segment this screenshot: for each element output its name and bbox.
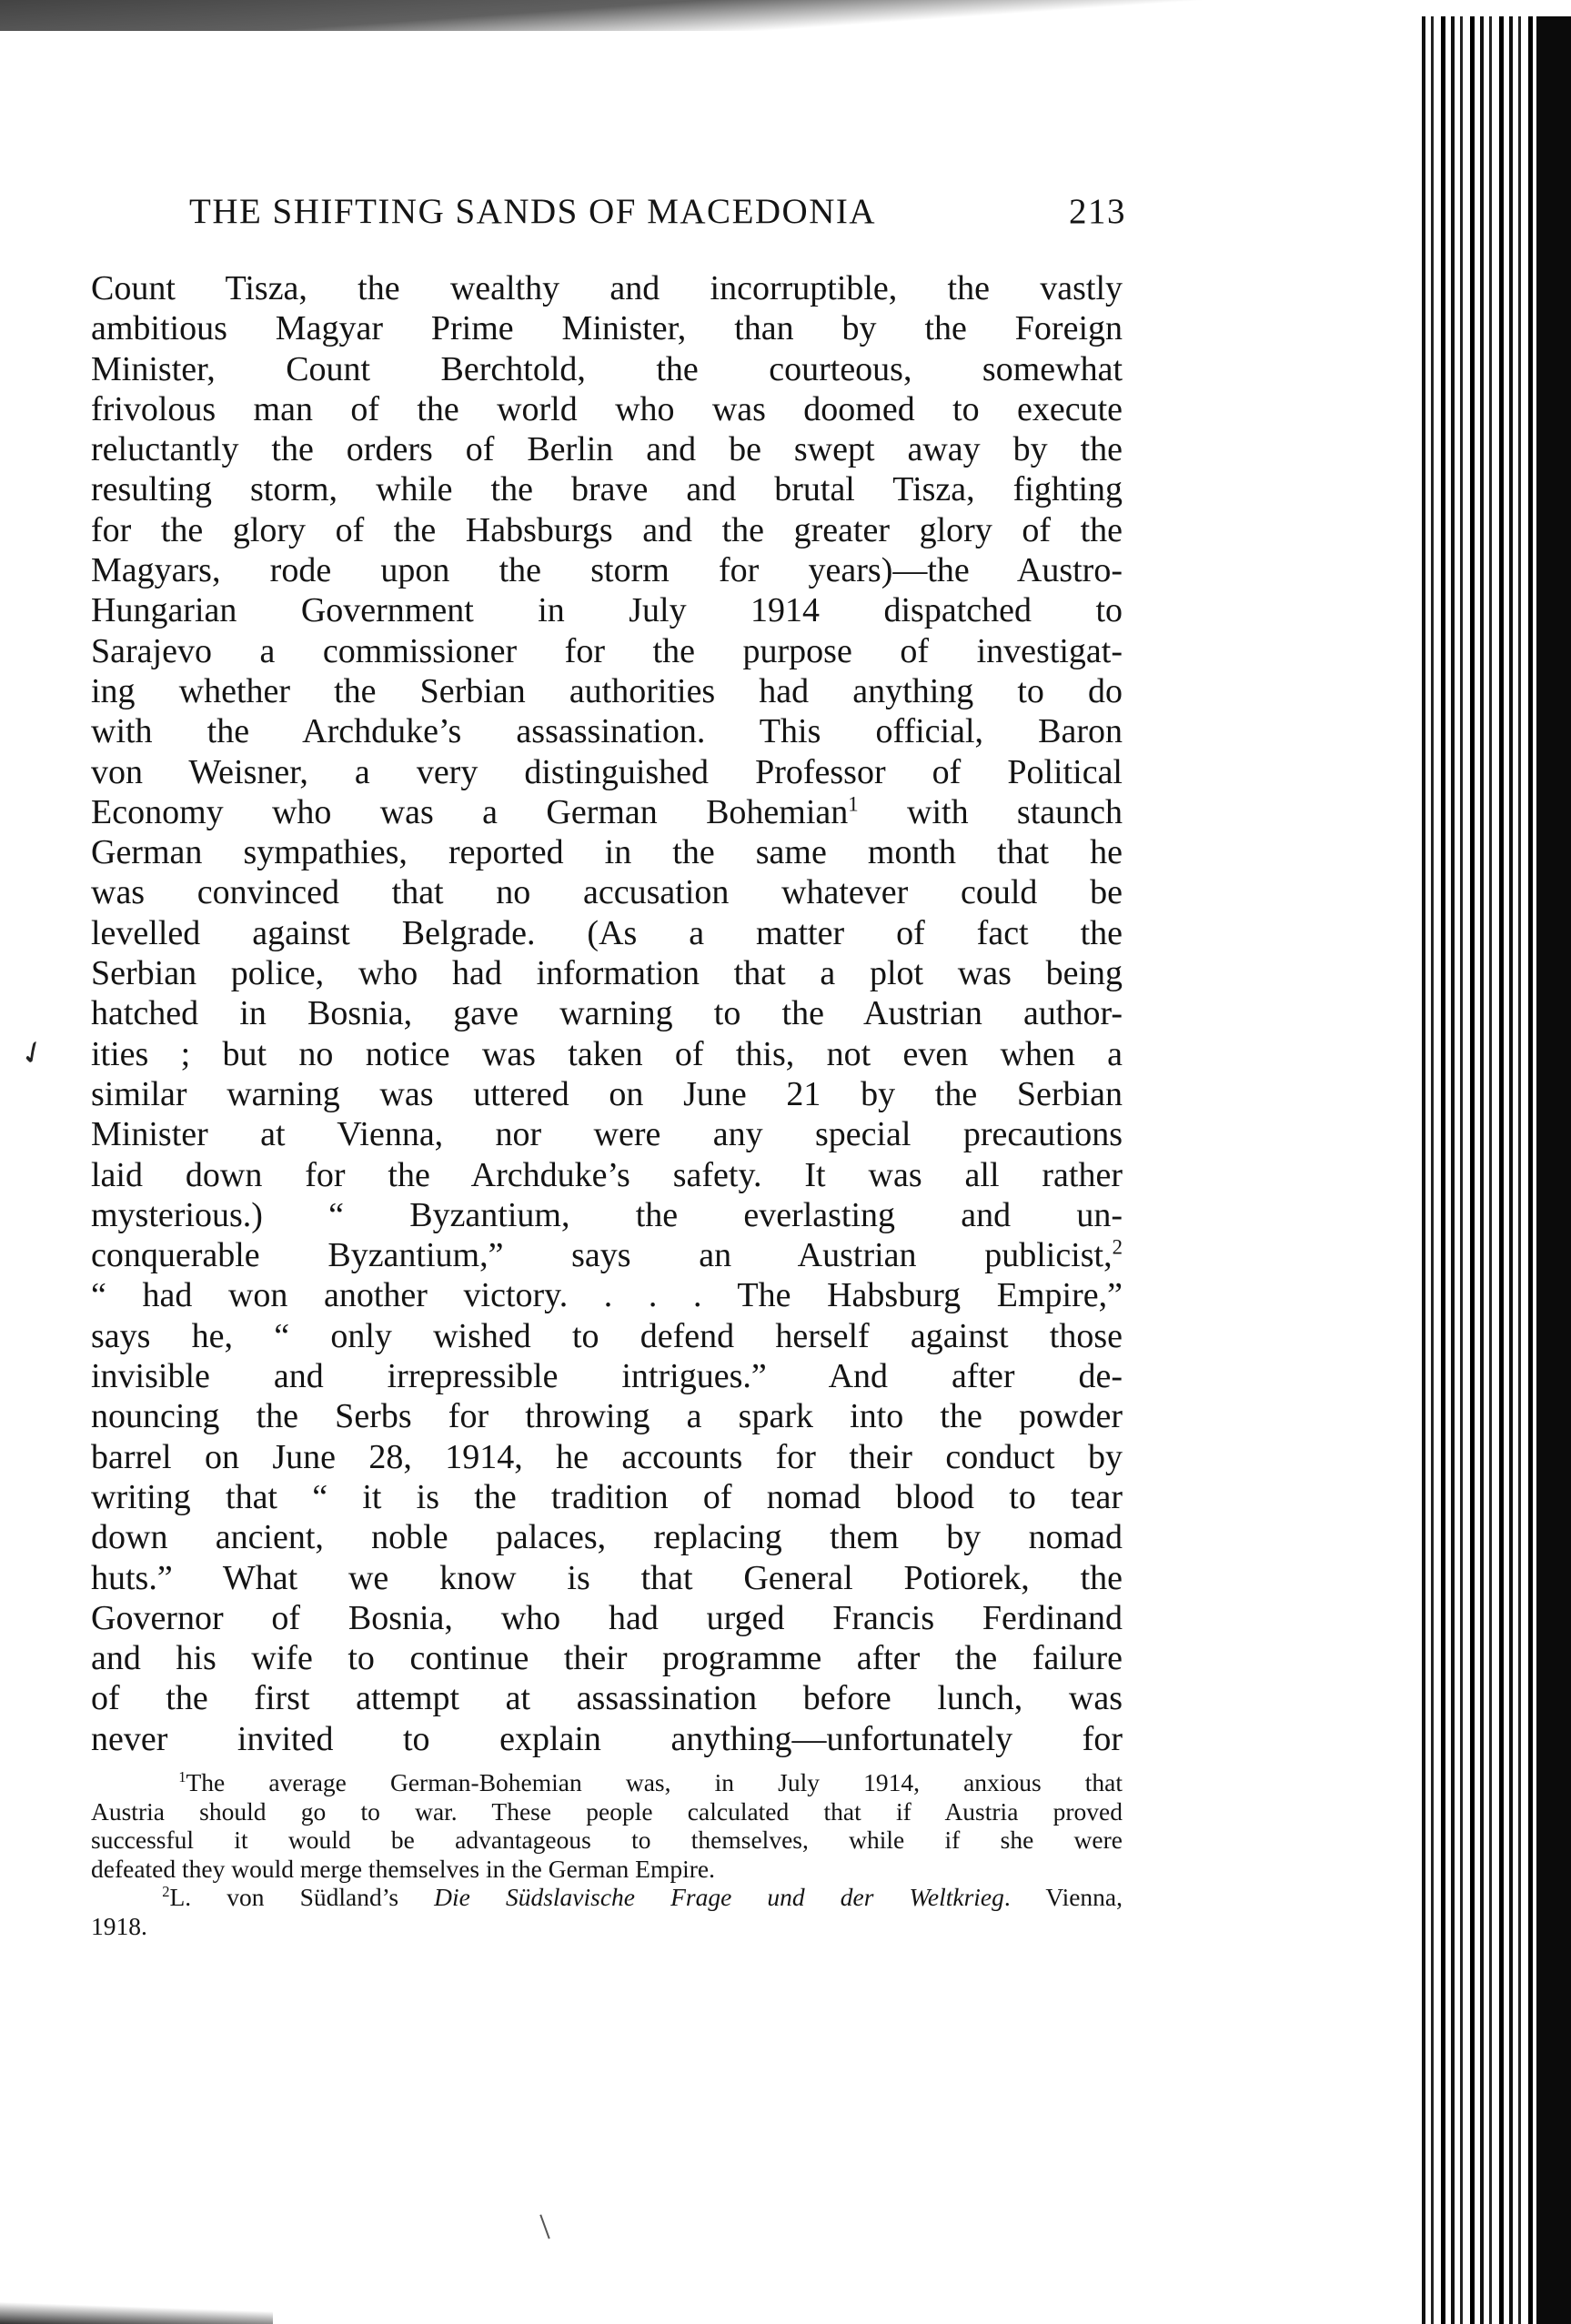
- stray-mark: [539, 2215, 549, 2239]
- footnote-source-title: Die Südslavische Frage und der Weltkrieg: [434, 1883, 1004, 1911]
- text-line: Sarajevo a commissioner for the purpose of investigat-: [91, 631, 1123, 670]
- text-line: German sympathies, reported in the same month that he: [91, 833, 1123, 872]
- text-line: Serbian police, who had information that a plot was being: [91, 954, 1123, 993]
- footnote-1-line: successful it would be advantageous to themselves, while if she were: [91, 1826, 1123, 1854]
- text-line: hatched in Bosnia, gave warning to the Austrian author-: [91, 994, 1123, 1033]
- running-head: [189, 191, 1126, 232]
- text-line: ambitious Magyar Prime Minister, than by the Foreign: [91, 309, 1123, 348]
- footnote-ref-1: 1: [848, 792, 859, 816]
- footnote-1-line: Austria should go to war. These people calculated that if Austria proved: [91, 1796, 1123, 1826]
- text-line: down ancient, noble palaces, replacing them by nomad: [91, 1518, 1123, 1557]
- page-edge-shadow-bottom: [0, 2297, 273, 2324]
- text-line: and his wife to continue their programme after the failure: [91, 1639, 1123, 1678]
- running-head-title: THE SHIFTING SANDS OF MACEDONIA: [189, 192, 877, 231]
- footnote-2-mark: 2: [162, 1882, 170, 1900]
- text-line: “ had won another victory. . . . The Habsburg Empire,”: [91, 1276, 1123, 1315]
- text-line: for the glory of the Habsburgs and the greater glory of the: [91, 510, 1123, 549]
- text-line: Hungarian Government in July 1914 dispatched to: [91, 591, 1123, 630]
- text-line: Magyars, rode upon the storm for years)—the Austro-: [91, 551, 1123, 590]
- text-line: frivolous man of the world who was doomed to execute: [91, 389, 1123, 428]
- text-line: ing whether the Serbian authorities had anything to do: [91, 671, 1123, 710]
- text-line: reluctantly the orders of Berlin and be swept away by the: [91, 430, 1123, 469]
- footnote-text: . Vienna,: [1003, 1883, 1123, 1911]
- text-line: with the Archduke’s assassination. This official, Baron: [91, 712, 1123, 751]
- text-line: laid down for the Archduke’s safety. It was all rather: [91, 1155, 1123, 1194]
- text-line: of the first attempt at assassination before lunch, was: [91, 1679, 1123, 1718]
- footnote-2-line: [91, 1883, 1123, 1912]
- text-line: [91, 792, 1123, 832]
- text-line: Governor of Bosnia, who had urged Francis Ferdinand: [91, 1598, 1123, 1637]
- text-line: nouncing the Serbs for throwing a spark into the powder: [91, 1397, 1123, 1436]
- text-line: invisible and irrepressible intrigues.” And after de-: [91, 1357, 1123, 1396]
- body-text: [91, 268, 1123, 1759]
- text-segment: Economy who was a German Bohemian: [91, 792, 849, 831]
- text-line: Minister, Count Berchtold, the courteous, somewhat: [91, 349, 1123, 388]
- text-line: mysterious.) “ Byzantium, the everlasting and un-: [91, 1195, 1123, 1234]
- text-segment: with staunch: [858, 792, 1123, 831]
- text-line: resulting storm, while the brave and brutal Tisza, fighting: [91, 470, 1123, 509]
- footnote-2-year: 1918.: [91, 1911, 147, 1940]
- footnotes: [91, 1768, 1123, 1940]
- text-line: says he, “ only wished to defend herself against those: [91, 1316, 1123, 1355]
- book-spine-shadow: [1536, 16, 1571, 2324]
- text-line: huts.” What we know is that General Potiorek, the: [91, 1558, 1123, 1597]
- text-line: [91, 1235, 1123, 1275]
- text-line: similar warning was uttered on June 21 by the Serbian: [91, 1074, 1123, 1113]
- footnote-1-line: [91, 1768, 1123, 1797]
- text-line: was convinced that no accusation whatever could be: [91, 873, 1123, 912]
- text-line: Count Tisza, the wealthy and incorruptible, the vastly: [91, 269, 1123, 307]
- page-number: 213: [1069, 192, 1126, 231]
- footnote-1-mark: 1: [178, 1767, 186, 1786]
- text-line: ities ; but no notice was taken of this, not even when a: [91, 1034, 1123, 1073]
- text-line: writing that “ it is the tradition of nomad blood to tear: [91, 1477, 1123, 1516]
- text-segment: conquerable Byzantium,” says an Austrian publicist,: [91, 1236, 1113, 1275]
- text-line: levelled against Belgrade. (As a matter of fact the: [91, 913, 1123, 952]
- footnote-1-line: defeated they would merge themselves in the German Empire.: [91, 1854, 715, 1883]
- text-line: von Weisner, a very distinguished Professor of Political: [91, 752, 1123, 791]
- footnote-text: The average German-Bohemian was, in July 1914, anxious that: [186, 1768, 1123, 1796]
- text-line: never invited to explain anything—unfortunately for: [91, 1719, 1123, 1758]
- margin-pencil-mark: ✓: [14, 1032, 53, 1075]
- footnote-text: L. von Südland’s: [169, 1883, 435, 1911]
- text-line: barrel on June 28, 1914, he accounts for their conduct by: [91, 1437, 1123, 1476]
- text-line: Minister at Vienna, nor were any special precautions: [91, 1115, 1123, 1154]
- footnote-ref-2: 2: [1112, 1235, 1123, 1259]
- page-edge-shadow-top: [0, 0, 1571, 31]
